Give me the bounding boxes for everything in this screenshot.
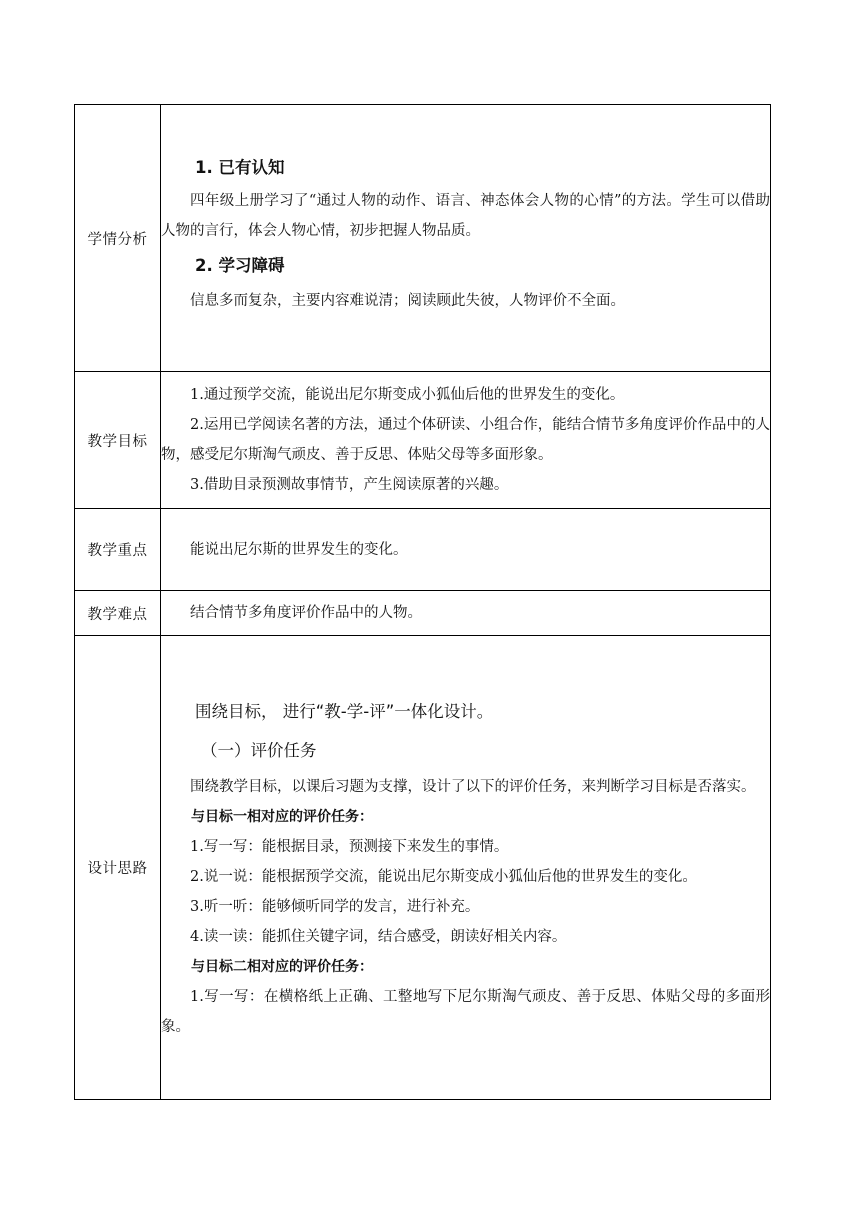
design-group-1-item: 3.听一听：能够倾听同学的发言，进行补充。 [190, 898, 480, 915]
design-group-1-title: 与目标一相对应的评价任务： [191, 808, 373, 825]
design-intro: 围绕目标， 进行“教-学-评”一体化设计。 [195, 701, 494, 721]
row-content-goals [161, 372, 771, 509]
goal-item: 3.借助目录预测故事情节，产生阅读原著的兴趣。 [190, 477, 509, 493]
design-group-2-item: 1.写一写：在横格纸上正确、工整地写下尼尔斯淘气顽皮、善于反思、体贴父母的多面形象。 [161, 988, 770, 1035]
analysis-paragraph-2: 信息多而复杂，主要内容难说清；阅读顾此失彼，人物评价不全面。 [190, 293, 625, 309]
analysis-heading-2: 2. 学习障碍 [195, 256, 285, 275]
row-label-design: 设计思路 [75, 636, 161, 1100]
row-label-analysis: 学情分析 [75, 105, 161, 372]
analysis-heading-1: 1. 已有认知 [195, 158, 285, 177]
analysis-paragraph-1: 四年级上册学习了“通过人物的动作、语言、神态体会人物的心情”的方法。学生可以借助人物的言行，体会人物心情，初步把握人物品质。 [161, 193, 770, 239]
design-group-2-title: 与目标二相对应的评价任务： [191, 958, 373, 975]
goal-item: 2.运用已学阅读名著的方法，通过个体研读、小组合作，能结合情节多角度评价作品中的人物，感受尼尔斯淘气顽皮、善于反思、体贴父母等多面形象。 [161, 417, 770, 463]
row-content-design [161, 636, 771, 1100]
row-label-focus: 教学重点 [75, 509, 161, 591]
table-row-focus [75, 509, 771, 591]
focus-text: 能说出尼尔斯的世界发生的变化。 [190, 541, 408, 558]
difficulty-text: 结合情节多角度评价作品中的人物。 [190, 605, 422, 621]
table-row-design [75, 636, 771, 1100]
design-group-1-item: 1.写一写：能根据目录，预测接下来发生的事情。 [190, 838, 509, 855]
design-group-1-item: 2.说一说：能根据预学交流，能说出尼尔斯变成小狐仙后他的世界发生的变化。 [190, 868, 697, 885]
design-paragraph: 围绕教学目标，以课后习题为支撑，设计了以下的评价任务，来判断学习目标是否落实。 [190, 778, 756, 795]
table-row-goals [75, 372, 771, 509]
design-section-heading: （一）评价任务 [201, 740, 317, 760]
table-row-analysis [75, 105, 771, 372]
row-content-difficulty [161, 591, 771, 636]
row-content-focus [161, 509, 771, 591]
row-content-analysis [161, 105, 771, 372]
goal-item: 1.通过预学交流，能说出尼尔斯变成小狐仙后他的世界发生的变化。 [190, 387, 625, 403]
design-group-1-item: 4.读一读：能抓住关键字词，结合感受，朗读好相关内容。 [190, 928, 567, 945]
lesson-plan-table [74, 104, 771, 1100]
row-label-difficulty: 教学难点 [75, 591, 161, 636]
row-label-goals: 教学目标 [75, 372, 161, 509]
table-row-difficulty [75, 591, 771, 636]
